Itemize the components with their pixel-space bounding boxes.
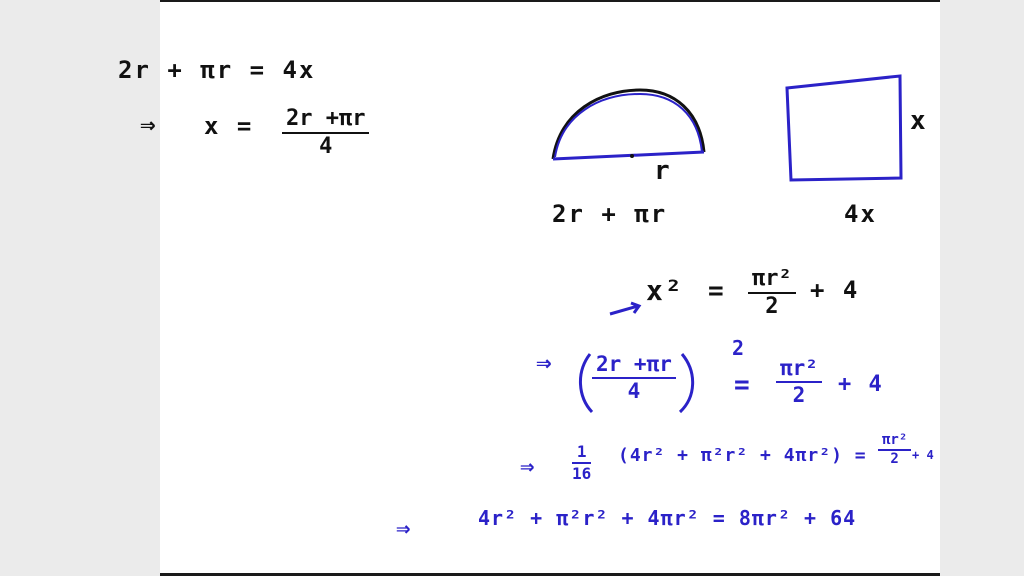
step3-coef-denominator: 16 [572, 464, 592, 483]
radius-dot [630, 154, 634, 158]
step3-body: (4r² + π²r² + 4πr²) = [618, 445, 867, 466]
x-fraction-numerator: 2r +πr [282, 106, 369, 134]
step1-denominator: 2 [765, 294, 779, 319]
step2-denominator: 4 [627, 379, 641, 403]
step2-fraction [592, 352, 676, 403]
step3-rhs-fraction [878, 432, 911, 467]
step4-equation: 4r² + π²r² + 4πr² = 8πr² + 64 [478, 506, 857, 530]
step1-fraction [748, 266, 796, 319]
step2-tail: + 4 [838, 372, 884, 397]
step3-implies: ⇒ [520, 452, 537, 480]
step3-rhs-numerator: πr² [878, 432, 911, 451]
square-shape [787, 76, 901, 180]
step3-coefficient [572, 442, 591, 483]
step2-numerator: 2r +πr [592, 352, 676, 379]
step1-tail: + 4 [810, 276, 860, 304]
step3-tail: + 4 [912, 448, 934, 462]
step2-rhs-numerator: πr² [776, 356, 822, 383]
semicircle-perimeter-label: 2r + πr [552, 200, 668, 228]
right-paren [680, 354, 693, 412]
square-side-label: x [910, 106, 928, 136]
step3-rhs-denominator: 2 [890, 451, 899, 467]
step2-rhs-denominator: 2 [792, 383, 806, 407]
step1-equals: = [708, 276, 726, 306]
step1-lhs: x² [646, 274, 684, 307]
perimeter-equation: 2r + πr = 4x [118, 56, 316, 84]
arrow-icon [610, 303, 639, 314]
left-margin [0, 0, 160, 576]
step2-exponent: 2 [732, 336, 747, 360]
x-fraction [282, 106, 369, 159]
semicircle-diameter [553, 152, 704, 159]
semicircle-shape [553, 90, 704, 159]
whiteboard [118, 2, 940, 573]
step2-rhs-fraction [776, 356, 822, 407]
step1-numerator: πr² [748, 266, 796, 294]
radius-label: r [654, 156, 672, 186]
step4-implies: ⇒ [396, 514, 413, 542]
implies-symbol: ⇒ [140, 110, 158, 140]
step2-equals: = [734, 370, 752, 400]
step2-implies: ⇒ [536, 348, 554, 378]
x-equals: x = [204, 112, 254, 140]
x-fraction-denominator: 4 [319, 134, 333, 159]
left-paren [580, 354, 592, 412]
right-margin [940, 0, 1024, 576]
square-perimeter-label: 4x [844, 200, 877, 228]
step3-coef-numerator: 1 [572, 442, 591, 464]
